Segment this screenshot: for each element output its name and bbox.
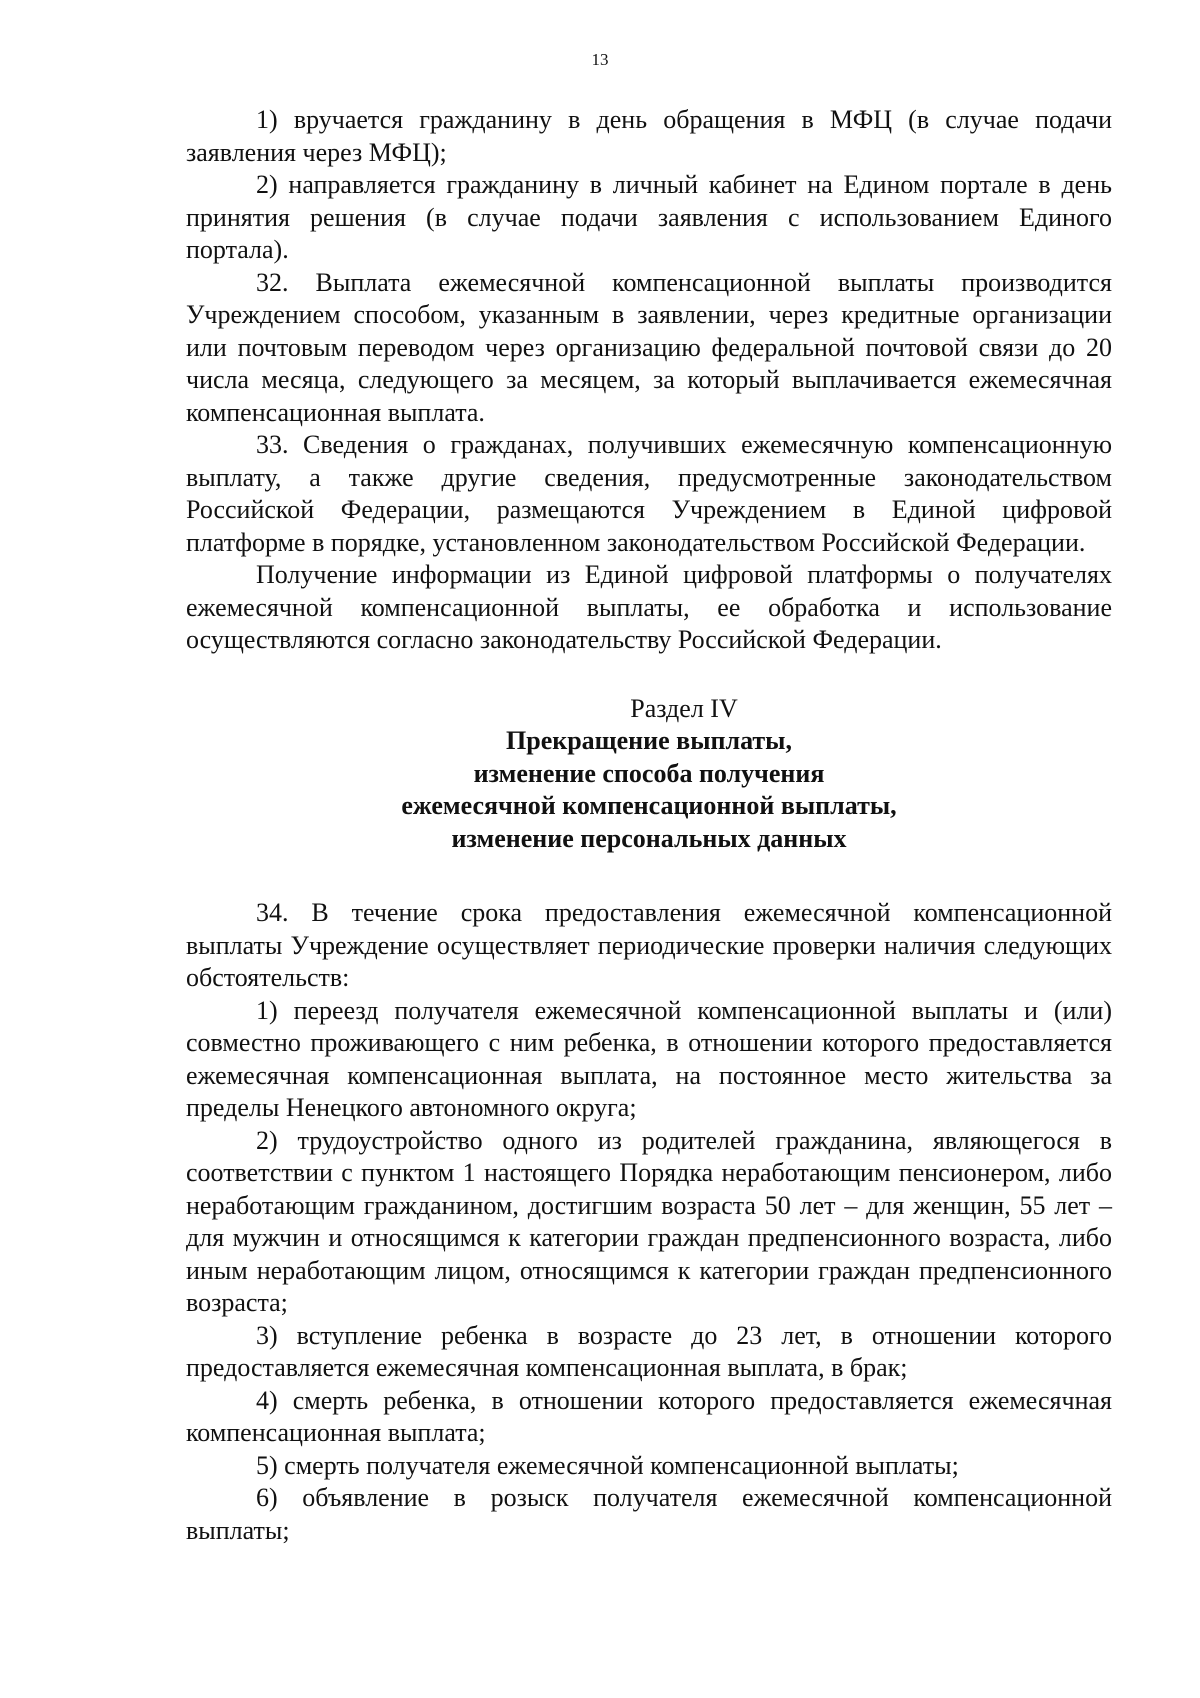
paragraph-34: 34. В течение срока предоставления ежемесячной компенсационной выплаты Учреждение осуществляет периодические проверки наличия следующих обстоятельств: — [186, 898, 1112, 992]
paragraph-34-item-2: 2) трудоустройство одного из родителей гражданина, являющегося в соответствии с пунктом 1 настоящего Порядка неработающим пенсионером, либо неработающим гражданином, достигшим возраста 50 лет – для женщин, 55 лет – для мужчин и относящимся к категории граждан предпенсионного возраста, либо иным неработающим лицом, относящимся к категории граждан предпенсионного возраста; — [186, 1125, 1112, 1317]
paragraph-34-item-5: 5) смерть получателя ежемесячной компенсационной выплаты; — [256, 1450, 959, 1480]
section-title — [186, 725, 1112, 855]
section-title-line: изменение способа получения — [473, 758, 825, 788]
paragraph-34-item-6: 6) объявление в розыск получателя ежемесячной компенсационной выплаты; — [186, 1483, 1112, 1545]
paragraph-34-item-1: 1) переезд получателя ежемесячной компенсационной выплаты и (или) совместно проживающего с ним ребенка, в отношении которого предоставляется ежемесячная компенсационная выплата, на постоянное место жительства за пределы Ненецкого автономного округа; — [186, 995, 1112, 1122]
paragraph-34-item-3: 3) вступление ребенка в возрасте до 23 лет, в отношении которого предоставляется ежемесячная компенсационная выплата, в брак; — [186, 1320, 1112, 1382]
paragraph-33-continuation: Получение информации из Единой цифровой платформы о получателях ежемесячной компенсационной выплаты, ее обработка и использование осуществляются согласно законодательству Российской Федерации. — [186, 560, 1112, 654]
paragraph-33: 33. Сведения о гражданах, получивших ежемесячную компенсационную выплату, а также другие сведения, предусмотренные законодательством Российской Федерации, размещаются Учреждением в Единой цифровой платформе в порядке, установленном законодательством Российской Федерации. — [186, 430, 1112, 557]
section-heading — [186, 693, 1112, 856]
paragraph-34-item-4: 4) смерть ребенка, в отношении которого предоставляется ежемесячная компенсационная выплата; — [186, 1385, 1112, 1447]
section-title-line: изменение персональных данных — [451, 823, 847, 853]
paragraph-item-2: 2) направляется гражданину в личный кабинет на Едином портале в день принятия решения (в случае подачи заявления с использованием Единого портала). — [186, 170, 1112, 264]
section-title-line: Прекращение выплаты, — [506, 726, 792, 755]
document-body — [186, 104, 1112, 1547]
paragraph-32: 32. Выплата ежемесячной компенсационной выплаты производится Учреждением способом, указанным в заявлении, через кредитные организации или почтовым переводом через организацию федеральной почтовой связи до 20 числа месяца, следующего за месяцем, за который выплачивается ежемесячная компенсационная выплата. — [186, 267, 1112, 427]
page-number: 13 — [591, 50, 609, 69]
paragraph-item-1: 1) вручается гражданину в день обращения в МФЦ (в случае подачи заявления через МФЦ); — [186, 105, 1112, 167]
section-label: Раздел IV — [630, 693, 738, 723]
section-title-line: ежемесячной компенсационной выплаты, — [401, 791, 897, 820]
